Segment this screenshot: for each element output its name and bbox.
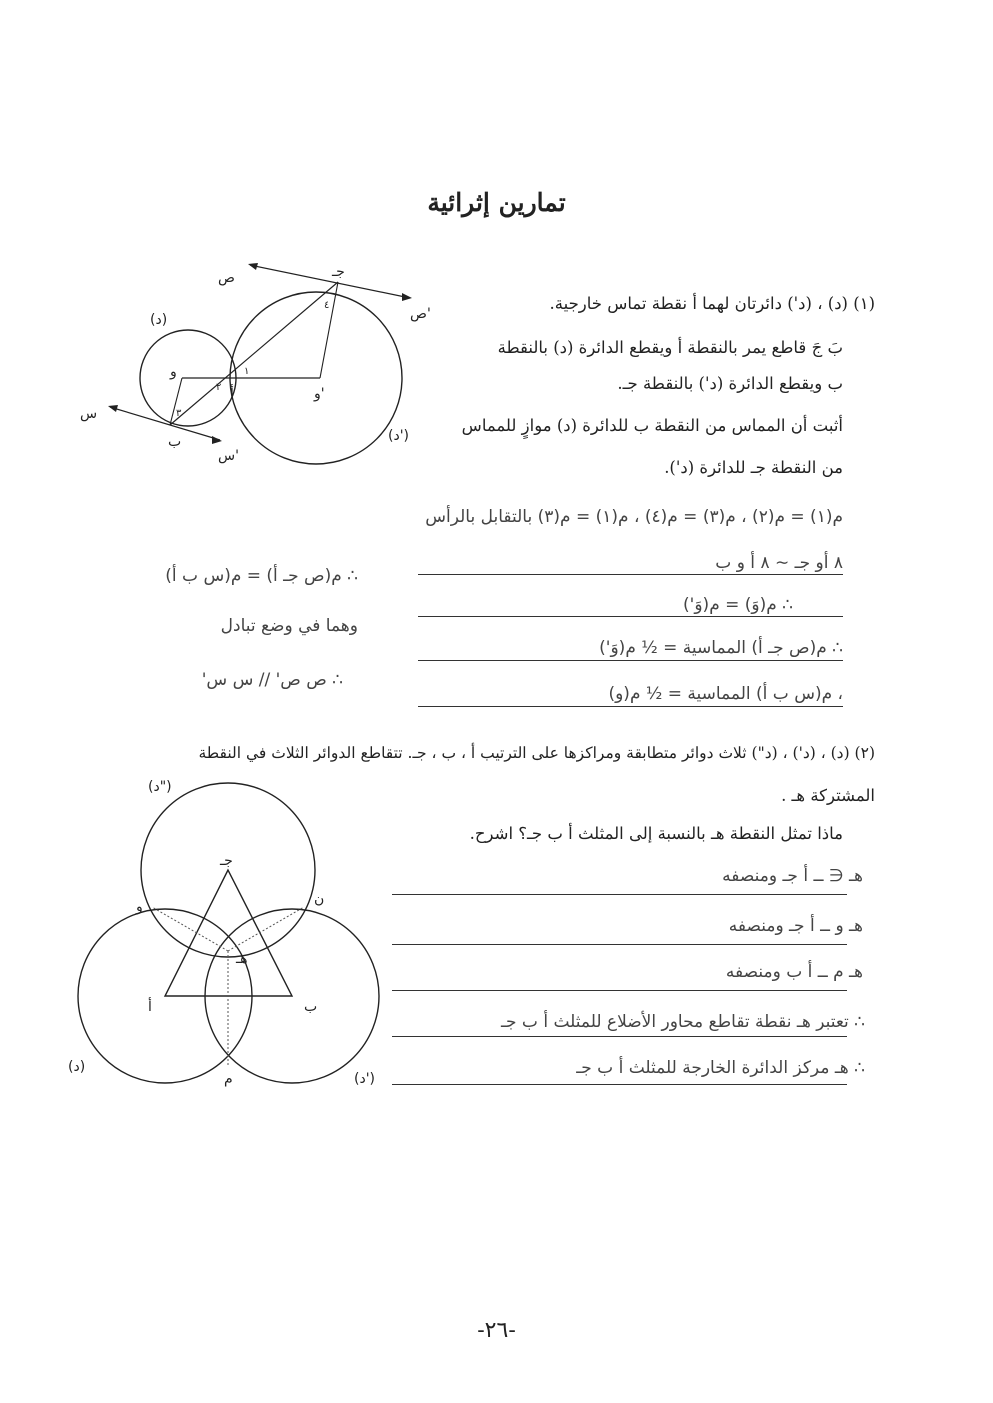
ex1-handwritten-left-1: ∴ م(ص جـ أ) = م(س ب أ) bbox=[165, 566, 358, 586]
fig2-label-m: م bbox=[224, 1071, 233, 1087]
ex2-handwritten-1: هـ ∈ ــ أ جـ ومنصفه bbox=[722, 866, 863, 886]
ex2-answer-line-4 bbox=[392, 1036, 847, 1037]
fig1-label-x-prime: س' bbox=[218, 448, 239, 464]
fig1-label-a: أ bbox=[230, 386, 234, 402]
fig2-label-b: ب bbox=[304, 999, 318, 1015]
ex1-line-5: من النقطة جـ للدائرة (د'). bbox=[664, 458, 843, 477]
ex2-answer-line-1 bbox=[392, 894, 847, 895]
fig1-label-s-prime: ص' bbox=[410, 306, 431, 322]
fig2-label-c-right: (د') bbox=[354, 1071, 376, 1087]
exercise2-figure bbox=[60, 775, 380, 1095]
ex2-answer-line-3 bbox=[392, 990, 847, 991]
fig1-label-w: و bbox=[170, 364, 177, 380]
ex2-answer-line-5 bbox=[392, 1084, 847, 1085]
fig2-label-h: هـ bbox=[236, 951, 248, 967]
fig1-label-n2: ٢ bbox=[216, 382, 222, 393]
ex2-handwritten-5: ∴ هـ مركز الدائرة الخارجة للمثلث أ ب جـ bbox=[576, 1058, 865, 1078]
ex2-handwritten-4: ∴ تعتبر هـ نقطة تقاطع محاور الأضلاع للمثلث أ ب جـ bbox=[501, 1012, 865, 1032]
fig1-label-n1: ١ bbox=[244, 366, 250, 377]
triangle-abj bbox=[165, 870, 292, 996]
ex1-line-2: بَ جَ قاطع يمر بالنقطة أ ويقطع الدائرة (د) بالنقطة bbox=[497, 338, 843, 357]
page-number: -٢٦- bbox=[477, 1318, 516, 1343]
fig1-label-x: س bbox=[80, 406, 98, 422]
fig1-label-s: ص bbox=[218, 270, 235, 286]
ex2-line-3: ماذا تمثل النقطة هـ بالنسبة إلى المثلث أ ب جـ؟ اشرح. bbox=[469, 824, 843, 843]
ex1-line-1: (١) (د) ، (د') دائرتان لهما أ نقطة تماس خارجية. bbox=[549, 294, 875, 313]
ex2-line-1: (٢) (د) ، (د') ، (د") ثلاث دوائر متطابقة ومراكزها على الترتيب أ ، ب ، جـ. تتقاطع الدوائر الثلاث في النقطة bbox=[198, 744, 875, 762]
fig1-label-n4: ٤ bbox=[324, 300, 330, 311]
exercise1-figure bbox=[70, 260, 430, 480]
ex2-handwritten-3: هـ م ــ أ ب ومنصفه bbox=[725, 962, 863, 982]
ex1-handwritten-right-2: ∴ م(وَ) = م(وَ') bbox=[683, 595, 793, 615]
fig1-label-circle-small: (د) bbox=[150, 312, 168, 328]
ex1-answer-line-1 bbox=[418, 574, 843, 575]
ex1-answer-line-3 bbox=[418, 660, 843, 661]
ex1-line-3: ب ويقطع الدائرة (د') بالنقطة جـ. bbox=[617, 374, 843, 393]
fig2-label-j: جـ bbox=[220, 853, 233, 869]
ex1-handwritten-left-3: ∴ ص ص' // س س' bbox=[201, 670, 343, 690]
ex2-answer-line-2 bbox=[392, 944, 847, 945]
ex1-handwritten-right-3: ∴ م(ص جـ أ) المماسية = ½ م(وَ') bbox=[599, 638, 843, 658]
page-title: تمارين إثرائية bbox=[427, 188, 566, 217]
fig1-label-circle-big: (د') bbox=[388, 428, 410, 444]
ex2-line-2: المشتركة هـ . bbox=[781, 786, 875, 805]
ex1-handwritten-right-4: ، م(س ب أ) المماسية = ½ م(و) bbox=[608, 684, 843, 704]
fig2-label-a: أ bbox=[148, 999, 152, 1015]
fig1-label-j: جـ bbox=[332, 264, 345, 280]
ex1-handwritten-top: م(١) = م(٢) ، م(٣) = م(٤) ، م(١) = م(٣) بالتقابل بالرأس bbox=[425, 507, 843, 527]
fig1-label-b: ب bbox=[168, 434, 182, 450]
ex1-line-4: أثبت أن المماس من النقطة ب للدائرة (د) موازٍ للمماس bbox=[461, 416, 843, 435]
fig1-label-n3: ٣ bbox=[176, 408, 182, 419]
ex1-answer-line-2 bbox=[418, 616, 843, 617]
fig2-label-c-left: (د) bbox=[68, 1059, 86, 1075]
fig2-label-n: ن bbox=[314, 891, 325, 907]
ex1-handwritten-right-1: ٨ أو جـ ∽ ٨ أ و ب bbox=[715, 553, 843, 573]
fig2-label-c-top: (د") bbox=[148, 779, 172, 795]
ex2-handwritten-2: هـ و ــ أ جـ ومنصفه bbox=[728, 916, 863, 936]
ex1-answer-line-4 bbox=[418, 706, 843, 707]
fig1-label-w-prime: و' bbox=[314, 386, 325, 402]
fig2-label-w: و bbox=[136, 899, 143, 915]
ex1-handwritten-left-2: وهما في وضع تبادل bbox=[220, 616, 358, 636]
